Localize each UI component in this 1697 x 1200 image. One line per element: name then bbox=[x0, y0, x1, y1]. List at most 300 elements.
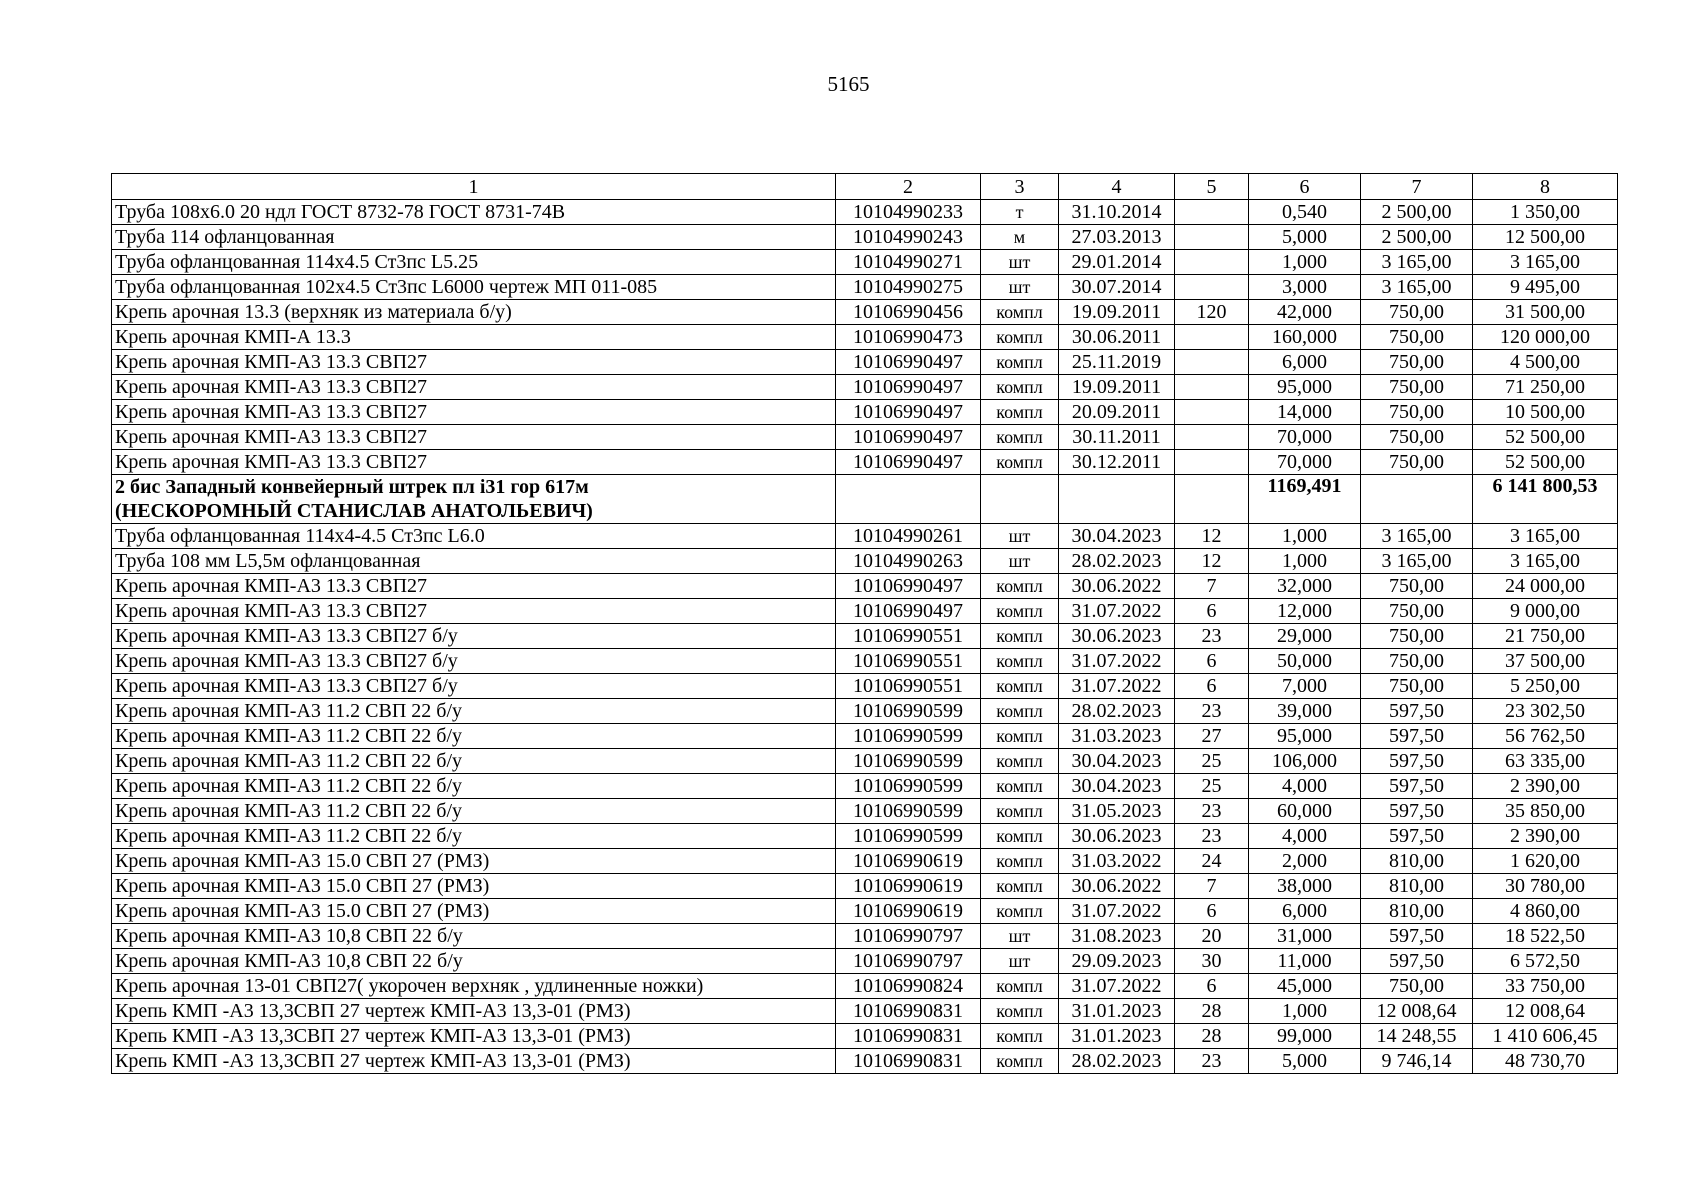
table-row bbox=[112, 949, 1618, 974]
cell-price: 750,00 bbox=[1361, 974, 1473, 999]
cell-name: Труба офланцованная 114х4-4.5 Ст3пс L6.0 bbox=[112, 524, 836, 549]
cell-code: 10106990824 bbox=[836, 974, 981, 999]
cell-qty: 39,000 bbox=[1249, 699, 1361, 724]
cell-date: 31.03.2023 bbox=[1059, 724, 1175, 749]
cell-code: 10106990551 bbox=[836, 674, 981, 699]
cell-sum: 3 165,00 bbox=[1473, 250, 1618, 275]
cell-date: 31.01.2023 bbox=[1059, 999, 1175, 1024]
cell-sum: 5 250,00 bbox=[1473, 674, 1618, 699]
cell-name: Крепь арочная КМП-А3 11.2 СВП 22 б/у bbox=[112, 749, 836, 774]
cell-unit: компл bbox=[981, 1049, 1059, 1074]
cell-sum: 21 750,00 bbox=[1473, 624, 1618, 649]
cell-name: Крепь арочная КМП-А3 13.3 СВП27 bbox=[112, 350, 836, 375]
cell-code: 10106990619 bbox=[836, 874, 981, 899]
cell-sum: 18 522,50 bbox=[1473, 924, 1618, 949]
cell-unit: шт bbox=[981, 275, 1059, 300]
cell-qty: 38,000 bbox=[1249, 874, 1361, 899]
group-title-line1: 2 бис Западный конвейерный штрек пл i31 гор 617м bbox=[115, 476, 589, 498]
cell-unit: компл bbox=[981, 599, 1059, 624]
cell-name: Крепь арочная КМП-А3 11.2 СВП 22 б/у bbox=[112, 824, 836, 849]
cell-date: 30.06.2022 bbox=[1059, 574, 1175, 599]
cell-price: 3 165,00 bbox=[1361, 250, 1473, 275]
cell-qty: 4,000 bbox=[1249, 774, 1361, 799]
cell-col5: 23 bbox=[1175, 624, 1249, 649]
cell-unit: шт bbox=[981, 250, 1059, 275]
cell-code: 10106990831 bbox=[836, 1024, 981, 1049]
table-row bbox=[112, 749, 1618, 774]
cell-date: 25.11.2019 bbox=[1059, 350, 1175, 375]
column-header: 5 bbox=[1175, 174, 1249, 200]
cell-unit: компл bbox=[981, 799, 1059, 824]
cell-unit bbox=[981, 475, 1059, 524]
cell-date: 30.06.2023 bbox=[1059, 624, 1175, 649]
column-header: 8 bbox=[1473, 174, 1618, 200]
cell-qty: 12,000 bbox=[1249, 599, 1361, 624]
cell-sum: 52 500,00 bbox=[1473, 450, 1618, 475]
cell-col5 bbox=[1175, 475, 1249, 524]
cell-col5: 23 bbox=[1175, 1049, 1249, 1074]
cell-date bbox=[1059, 475, 1175, 524]
cell-sum: 37 500,00 bbox=[1473, 649, 1618, 674]
cell-price: 3 165,00 bbox=[1361, 524, 1473, 549]
cell-unit: компл bbox=[981, 574, 1059, 599]
cell-col5 bbox=[1175, 275, 1249, 300]
cell-code: 10106990797 bbox=[836, 924, 981, 949]
cell-code: 10106990831 bbox=[836, 1049, 981, 1074]
cell-unit: компл bbox=[981, 749, 1059, 774]
cell-sum: 52 500,00 bbox=[1473, 425, 1618, 450]
cell-code: 10106990551 bbox=[836, 624, 981, 649]
cell-qty: 70,000 bbox=[1249, 450, 1361, 475]
column-header: 2 bbox=[836, 174, 981, 200]
cell-unit: м bbox=[981, 225, 1059, 250]
cell-code: 10106990831 bbox=[836, 999, 981, 1024]
cell-col5 bbox=[1175, 375, 1249, 400]
cell-qty: 4,000 bbox=[1249, 824, 1361, 849]
cell-price: 750,00 bbox=[1361, 599, 1473, 624]
cell-unit: компл bbox=[981, 724, 1059, 749]
cell-name: Крепь арочная КМП-А3 15.0 СВП 27 (РМЗ) bbox=[112, 874, 836, 899]
cell-qty: 160,000 bbox=[1249, 325, 1361, 350]
cell-unit: шт bbox=[981, 524, 1059, 549]
cell-name: Крепь КМП -А3 13,3СВП 27 чертеж КМП-А3 13,3-01 (РМЗ) bbox=[112, 1049, 836, 1074]
cell-date: 30.12.2011 bbox=[1059, 450, 1175, 475]
table-row bbox=[112, 325, 1618, 350]
cell-name: Крепь арочная КМП-А3 13.3 СВП27 б/у bbox=[112, 674, 836, 699]
cell-qty: 29,000 bbox=[1249, 624, 1361, 649]
cell-sum: 2 390,00 bbox=[1473, 774, 1618, 799]
cell-sum: 3 165,00 bbox=[1473, 524, 1618, 549]
cell-name: Крепь арочная КМП-А3 13.3 СВП27 bbox=[112, 450, 836, 475]
cell-code bbox=[836, 475, 981, 524]
cell-code: 10106990619 bbox=[836, 899, 981, 924]
cell-date: 28.02.2023 bbox=[1059, 699, 1175, 724]
cell-col5 bbox=[1175, 225, 1249, 250]
group-title-cell bbox=[112, 475, 836, 524]
cell-col5 bbox=[1175, 200, 1249, 225]
cell-price: 750,00 bbox=[1361, 350, 1473, 375]
cell-price bbox=[1361, 475, 1473, 524]
cell-date: 28.02.2023 bbox=[1059, 549, 1175, 574]
cell-sum: 9 000,00 bbox=[1473, 599, 1618, 624]
cell-price: 810,00 bbox=[1361, 874, 1473, 899]
cell-price: 597,50 bbox=[1361, 724, 1473, 749]
cell-name: Крепь арочная КМП-А3 13.3 СВП27 б/у bbox=[112, 649, 836, 674]
cell-col5: 7 bbox=[1175, 874, 1249, 899]
cell-name: Крепь КМП -А3 13,3СВП 27 чертеж КМП-А3 13,3-01 (РМЗ) bbox=[112, 1024, 836, 1049]
cell-sum: 30 780,00 bbox=[1473, 874, 1618, 899]
cell-sum: 24 000,00 bbox=[1473, 574, 1618, 599]
cell-unit: компл bbox=[981, 824, 1059, 849]
cell-date: 19.09.2011 bbox=[1059, 375, 1175, 400]
cell-col5 bbox=[1175, 450, 1249, 475]
cell-sum: 12 008,64 bbox=[1473, 999, 1618, 1024]
cell-qty: 70,000 bbox=[1249, 425, 1361, 450]
cell-price: 750,00 bbox=[1361, 300, 1473, 325]
cell-date: 19.09.2011 bbox=[1059, 300, 1175, 325]
table-row bbox=[112, 275, 1618, 300]
cell-code: 10106990599 bbox=[836, 749, 981, 774]
cell-date: 27.03.2013 bbox=[1059, 225, 1175, 250]
cell-date: 30.04.2023 bbox=[1059, 524, 1175, 549]
table-row bbox=[112, 1049, 1618, 1074]
cell-qty: 1,000 bbox=[1249, 250, 1361, 275]
cell-qty: 6,000 bbox=[1249, 350, 1361, 375]
cell-price: 12 008,64 bbox=[1361, 999, 1473, 1024]
cell-date: 30.11.2011 bbox=[1059, 425, 1175, 450]
cell-qty: 45,000 bbox=[1249, 974, 1361, 999]
cell-qty: 5,000 bbox=[1249, 1049, 1361, 1074]
cell-price: 750,00 bbox=[1361, 375, 1473, 400]
cell-qty: 95,000 bbox=[1249, 375, 1361, 400]
table-row bbox=[112, 799, 1618, 824]
cell-name: Крепь КМП -А3 13,3СВП 27 чертеж КМП-А3 13,3-01 (РМЗ) bbox=[112, 999, 836, 1024]
cell-name: Крепь арочная КМП-А 13.3 bbox=[112, 325, 836, 350]
cell-code: 10104990275 bbox=[836, 275, 981, 300]
table-body-section-1 bbox=[112, 200, 1618, 475]
cell-price: 597,50 bbox=[1361, 824, 1473, 849]
cell-price: 14 248,55 bbox=[1361, 1024, 1473, 1049]
cell-col5: 23 bbox=[1175, 824, 1249, 849]
cell-col5 bbox=[1175, 350, 1249, 375]
cell-qty: 60,000 bbox=[1249, 799, 1361, 824]
inventory-table bbox=[111, 173, 1618, 1074]
cell-qty: 99,000 bbox=[1249, 1024, 1361, 1049]
cell-code: 10104990263 bbox=[836, 549, 981, 574]
cell-code: 10104990261 bbox=[836, 524, 981, 549]
table-row bbox=[112, 450, 1618, 475]
cell-sum: 1 350,00 bbox=[1473, 200, 1618, 225]
cell-unit: компл bbox=[981, 874, 1059, 899]
table-row bbox=[112, 524, 1618, 549]
table-row bbox=[112, 1024, 1618, 1049]
cell-col5: 28 bbox=[1175, 999, 1249, 1024]
cell-qty: 106,000 bbox=[1249, 749, 1361, 774]
cell-col5: 6 bbox=[1175, 599, 1249, 624]
cell-date: 30.04.2023 bbox=[1059, 749, 1175, 774]
table-row bbox=[112, 225, 1618, 250]
table-row bbox=[112, 724, 1618, 749]
cell-sum: 10 500,00 bbox=[1473, 400, 1618, 425]
cell-col5: 6 bbox=[1175, 674, 1249, 699]
group-sum-total: 6 141 800,53 bbox=[1473, 475, 1618, 524]
cell-unit: компл bbox=[981, 649, 1059, 674]
cell-col5: 12 bbox=[1175, 549, 1249, 574]
cell-qty: 95,000 bbox=[1249, 724, 1361, 749]
cell-code: 10106990599 bbox=[836, 699, 981, 724]
cell-col5: 20 bbox=[1175, 924, 1249, 949]
cell-name: Крепь арочная 13.3 (верхняк из материала б/у) bbox=[112, 300, 836, 325]
cell-col5: 120 bbox=[1175, 300, 1249, 325]
group-header-row bbox=[112, 475, 1618, 524]
cell-sum: 35 850,00 bbox=[1473, 799, 1618, 824]
cell-unit: компл bbox=[981, 899, 1059, 924]
cell-sum: 1 410 606,45 bbox=[1473, 1024, 1618, 1049]
column-header: 7 bbox=[1361, 174, 1473, 200]
cell-code: 10106990599 bbox=[836, 774, 981, 799]
cell-name: Крепь арочная КМП-А3 13.3 СВП27 б/у bbox=[112, 624, 836, 649]
cell-date: 31.07.2022 bbox=[1059, 599, 1175, 624]
cell-sum: 56 762,50 bbox=[1473, 724, 1618, 749]
cell-col5: 6 bbox=[1175, 899, 1249, 924]
cell-code: 10104990233 bbox=[836, 200, 981, 225]
table-body-section-2 bbox=[112, 524, 1618, 1074]
cell-col5: 6 bbox=[1175, 649, 1249, 674]
cell-code: 10106990497 bbox=[836, 574, 981, 599]
cell-sum: 71 250,00 bbox=[1473, 375, 1618, 400]
cell-sum: 6 572,50 bbox=[1473, 949, 1618, 974]
cell-unit: компл bbox=[981, 999, 1059, 1024]
cell-date: 30.06.2023 bbox=[1059, 824, 1175, 849]
cell-date: 20.09.2011 bbox=[1059, 400, 1175, 425]
cell-unit: компл bbox=[981, 774, 1059, 799]
cell-date: 29.01.2014 bbox=[1059, 250, 1175, 275]
cell-name: Крепь арочная КМП-А3 10,8 СВП 22 б/у bbox=[112, 924, 836, 949]
table-row bbox=[112, 200, 1618, 225]
cell-price: 750,00 bbox=[1361, 674, 1473, 699]
table-row bbox=[112, 824, 1618, 849]
cell-qty: 1,000 bbox=[1249, 999, 1361, 1024]
cell-name: Крепь арочная КМП-А3 13.3 СВП27 bbox=[112, 574, 836, 599]
cell-sum: 63 335,00 bbox=[1473, 749, 1618, 774]
cell-code: 10104990271 bbox=[836, 250, 981, 275]
cell-unit: компл bbox=[981, 450, 1059, 475]
cell-sum: 3 165,00 bbox=[1473, 549, 1618, 574]
cell-price: 3 165,00 bbox=[1361, 549, 1473, 574]
table-row bbox=[112, 849, 1618, 874]
cell-code: 10106990497 bbox=[836, 400, 981, 425]
cell-col5 bbox=[1175, 400, 1249, 425]
cell-name: Крепь арочная КМП-А3 11.2 СВП 22 б/у bbox=[112, 774, 836, 799]
cell-date: 29.09.2023 bbox=[1059, 949, 1175, 974]
cell-qty: 3,000 bbox=[1249, 275, 1361, 300]
cell-qty: 31,000 bbox=[1249, 924, 1361, 949]
cell-price: 597,50 bbox=[1361, 799, 1473, 824]
cell-price: 750,00 bbox=[1361, 649, 1473, 674]
cell-col5: 7 bbox=[1175, 574, 1249, 599]
cell-name: Крепь арочная КМП-А3 13.3 СВП27 bbox=[112, 400, 836, 425]
cell-price: 750,00 bbox=[1361, 425, 1473, 450]
cell-name: Крепь арочная 13-01 СВП27( укорочен верхняк , удлиненные ножки) bbox=[112, 974, 836, 999]
cell-price: 597,50 bbox=[1361, 699, 1473, 724]
cell-unit: т bbox=[981, 200, 1059, 225]
cell-code: 10106990619 bbox=[836, 849, 981, 874]
table-row bbox=[112, 549, 1618, 574]
table-row bbox=[112, 699, 1618, 724]
cell-unit: шт bbox=[981, 924, 1059, 949]
cell-name: Труба 114 офланцованная bbox=[112, 225, 836, 250]
cell-name: Труба 108 мм L5,5м офланцованная bbox=[112, 549, 836, 574]
cell-price: 597,50 bbox=[1361, 774, 1473, 799]
cell-col5 bbox=[1175, 425, 1249, 450]
cell-sum: 4 500,00 bbox=[1473, 350, 1618, 375]
cell-col5: 12 bbox=[1175, 524, 1249, 549]
table-row bbox=[112, 250, 1618, 275]
cell-date: 31.10.2014 bbox=[1059, 200, 1175, 225]
cell-price: 750,00 bbox=[1361, 624, 1473, 649]
cell-unit: компл bbox=[981, 350, 1059, 375]
cell-name: Крепь арочная КМП-А3 10,8 СВП 22 б/у bbox=[112, 949, 836, 974]
table-row bbox=[112, 425, 1618, 450]
cell-date: 31.07.2022 bbox=[1059, 899, 1175, 924]
cell-date: 31.03.2022 bbox=[1059, 849, 1175, 874]
cell-col5: 30 bbox=[1175, 949, 1249, 974]
cell-col5: 6 bbox=[1175, 974, 1249, 999]
cell-unit: шт bbox=[981, 549, 1059, 574]
cell-col5: 27 bbox=[1175, 724, 1249, 749]
cell-qty: 14,000 bbox=[1249, 400, 1361, 425]
column-header: 3 bbox=[981, 174, 1059, 200]
page-number: 5165 bbox=[827, 72, 870, 96]
cell-price: 750,00 bbox=[1361, 325, 1473, 350]
cell-price: 597,50 bbox=[1361, 924, 1473, 949]
cell-name: Крепь арочная КМП-А3 15.0 СВП 27 (РМЗ) bbox=[112, 899, 836, 924]
table-row bbox=[112, 649, 1618, 674]
cell-code: 10106990497 bbox=[836, 350, 981, 375]
cell-price: 9 746,14 bbox=[1361, 1049, 1473, 1074]
column-header: 6 bbox=[1249, 174, 1361, 200]
cell-date: 30.07.2014 bbox=[1059, 275, 1175, 300]
table-row bbox=[112, 674, 1618, 699]
cell-qty: 1,000 bbox=[1249, 524, 1361, 549]
cell-price: 810,00 bbox=[1361, 899, 1473, 924]
cell-sum: 1 620,00 bbox=[1473, 849, 1618, 874]
cell-price: 3 165,00 bbox=[1361, 275, 1473, 300]
table-row bbox=[112, 350, 1618, 375]
cell-unit: компл bbox=[981, 974, 1059, 999]
cell-date: 31.07.2022 bbox=[1059, 974, 1175, 999]
cell-unit: компл bbox=[981, 699, 1059, 724]
cell-code: 10106990497 bbox=[836, 450, 981, 475]
cell-date: 31.05.2023 bbox=[1059, 799, 1175, 824]
cell-unit: компл bbox=[981, 624, 1059, 649]
cell-name: Крепь арочная КМП-А3 15.0 СВП 27 (РМЗ) bbox=[112, 849, 836, 874]
cell-name: Крепь арочная КМП-А3 13.3 СВП27 bbox=[112, 375, 836, 400]
cell-sum: 31 500,00 bbox=[1473, 300, 1618, 325]
cell-qty: 32,000 bbox=[1249, 574, 1361, 599]
cell-date: 28.02.2023 bbox=[1059, 1049, 1175, 1074]
cell-date: 30.04.2023 bbox=[1059, 774, 1175, 799]
cell-code: 10106990497 bbox=[836, 599, 981, 624]
cell-col5: 25 bbox=[1175, 774, 1249, 799]
cell-date: 31.07.2022 bbox=[1059, 649, 1175, 674]
cell-code: 10106990456 bbox=[836, 300, 981, 325]
cell-code: 10106990599 bbox=[836, 799, 981, 824]
cell-qty: 42,000 bbox=[1249, 300, 1361, 325]
group-title-line2: (НЕСКОРОМНЫЙ СТАНИСЛАВ АНАТОЛЬЕВИЧ) bbox=[115, 500, 593, 522]
cell-qty: 5,000 bbox=[1249, 225, 1361, 250]
cell-date: 31.07.2022 bbox=[1059, 674, 1175, 699]
cell-unit: компл bbox=[981, 1024, 1059, 1049]
column-header: 4 bbox=[1059, 174, 1175, 200]
table-row bbox=[112, 874, 1618, 899]
cell-sum: 23 302,50 bbox=[1473, 699, 1618, 724]
column-header: 1 bbox=[112, 174, 836, 200]
table-row bbox=[112, 899, 1618, 924]
cell-price: 2 500,00 bbox=[1361, 225, 1473, 250]
cell-sum: 33 750,00 bbox=[1473, 974, 1618, 999]
cell-code: 10106990497 bbox=[836, 425, 981, 450]
cell-price: 597,50 bbox=[1361, 949, 1473, 974]
cell-price: 750,00 bbox=[1361, 574, 1473, 599]
cell-qty: 0,540 bbox=[1249, 200, 1361, 225]
cell-col5 bbox=[1175, 325, 1249, 350]
cell-sum: 9 495,00 bbox=[1473, 275, 1618, 300]
cell-name: Труба офланцованная 102х4.5 Ст3пс L6000 чертеж МП 011-085 bbox=[112, 275, 836, 300]
table-row bbox=[112, 400, 1618, 425]
table-row bbox=[112, 300, 1618, 325]
group-qty-total: 1169,491 bbox=[1249, 475, 1361, 524]
cell-sum: 12 500,00 bbox=[1473, 225, 1618, 250]
cell-qty: 50,000 bbox=[1249, 649, 1361, 674]
cell-unit: компл bbox=[981, 325, 1059, 350]
cell-name: Труба офланцованная 114х4.5 Ст3пс L5.25 bbox=[112, 250, 836, 275]
cell-date: 31.01.2023 bbox=[1059, 1024, 1175, 1049]
cell-code: 10106990473 bbox=[836, 325, 981, 350]
cell-code: 10106990599 bbox=[836, 824, 981, 849]
cell-price: 750,00 bbox=[1361, 450, 1473, 475]
cell-sum: 2 390,00 bbox=[1473, 824, 1618, 849]
cell-unit: компл bbox=[981, 375, 1059, 400]
cell-code: 10106990599 bbox=[836, 724, 981, 749]
cell-date: 31.08.2023 bbox=[1059, 924, 1175, 949]
cell-date: 30.06.2022 bbox=[1059, 874, 1175, 899]
cell-name: Крепь арочная КМП-А3 13.3 СВП27 bbox=[112, 425, 836, 450]
cell-col5 bbox=[1175, 250, 1249, 275]
cell-price: 597,50 bbox=[1361, 749, 1473, 774]
cell-price: 750,00 bbox=[1361, 400, 1473, 425]
cell-name: Крепь арочная КМП-А3 11.2 СВП 22 б/у bbox=[112, 724, 836, 749]
cell-unit: компл bbox=[981, 674, 1059, 699]
table-row bbox=[112, 574, 1618, 599]
table-row bbox=[112, 624, 1618, 649]
cell-unit: компл bbox=[981, 849, 1059, 874]
cell-sum: 48 730,70 bbox=[1473, 1049, 1618, 1074]
cell-col5: 25 bbox=[1175, 749, 1249, 774]
cell-unit: компл bbox=[981, 425, 1059, 450]
cell-price: 2 500,00 bbox=[1361, 200, 1473, 225]
cell-unit: компл bbox=[981, 300, 1059, 325]
cell-code: 10106990551 bbox=[836, 649, 981, 674]
cell-code: 10106990797 bbox=[836, 949, 981, 974]
cell-qty: 11,000 bbox=[1249, 949, 1361, 974]
cell-qty: 1,000 bbox=[1249, 549, 1361, 574]
cell-name: Крепь арочная КМП-А3 11.2 СВП 22 б/у bbox=[112, 799, 836, 824]
table-row bbox=[112, 599, 1618, 624]
cell-sum: 120 000,00 bbox=[1473, 325, 1618, 350]
cell-unit: шт bbox=[981, 949, 1059, 974]
table-row bbox=[112, 999, 1618, 1024]
